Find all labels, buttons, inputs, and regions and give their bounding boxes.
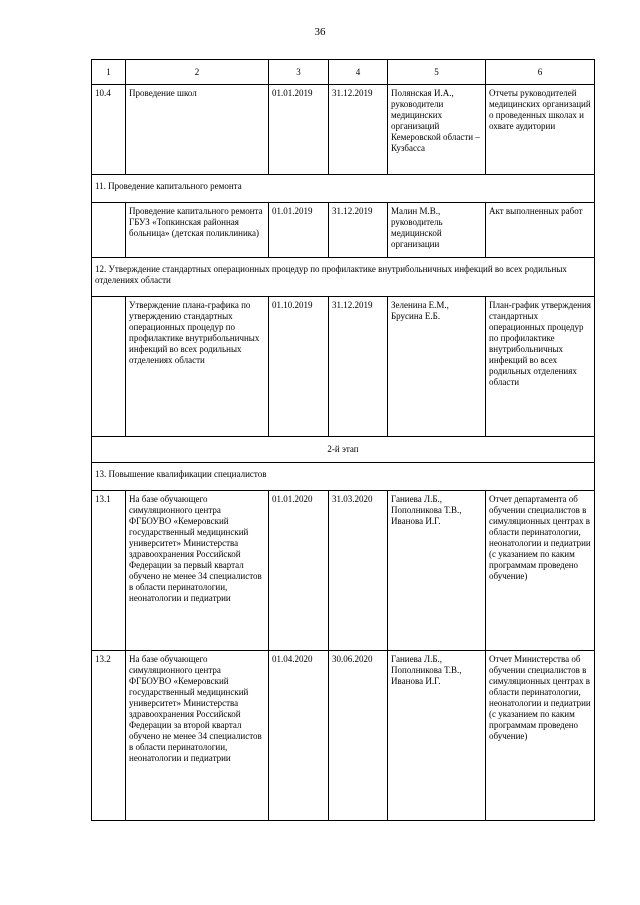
item-number <box>92 203 126 258</box>
item-start-date: 01.04.2020 <box>269 651 329 821</box>
table-row <box>92 85 595 175</box>
item-end-date: 30.06.2020 <box>329 651 388 821</box>
item-responsible: Ганиева Л.Б., Пополникова Т.В., Иванова И.Г. <box>388 491 486 651</box>
item-start-date: 01.01.2020 <box>269 491 329 651</box>
table-row <box>92 203 595 258</box>
item-start-date: 01.10.2019 <box>269 297 329 437</box>
item-action: Проведение капитального ремонта ГБУЗ «Топкинская районная больница» (детская поликлиника) <box>126 203 269 258</box>
item-end-date: 31.12.2019 <box>329 297 388 437</box>
item-responsible: Малин М.В., руководитель медицинской организации <box>388 203 486 258</box>
header-cell: 6 <box>486 60 595 85</box>
item-start-date: 01.01.2019 <box>269 85 329 175</box>
section-row <box>92 463 595 491</box>
plan-table <box>91 59 595 821</box>
table-row <box>92 651 595 821</box>
stage-title: 2-й этап <box>92 437 595 463</box>
item-result: Акт выполненных работ <box>486 203 595 258</box>
item-action: На базе обучающего симуляционного центра ФГБОУВО «Кемеровский государственный медицинский университет» Министерства здравоохранения Российской Федерации за первый квартал обучено не менее 34 специалистов в области перинатологии, неонатологии и педиатрии <box>126 491 269 651</box>
section-row <box>92 258 595 297</box>
item-number: 13.2 <box>92 651 126 821</box>
section-title: 13. Повышение квалификации специалистов <box>92 463 595 491</box>
item-action: Утверждение плана-графика по утверждению стандартных операционных процедур по профилактике внутрибольничных инфекций во всех родильных отделениях области <box>126 297 269 437</box>
item-action: Проведение школ <box>126 85 269 175</box>
section-title: 12. Утверждение стандартных операционных процедур по профилактике внутрибольничных инфекций во всех родильных отделениях области <box>92 258 595 297</box>
item-responsible: Ганиева Л.Б., Пополникова Т.В., Иванова И.Г. <box>388 651 486 821</box>
item-responsible: Полянская И.А., руководители медицинских организаций Кемеровской области – Кузбасса <box>388 85 486 175</box>
item-end-date: 31.12.2019 <box>329 203 388 258</box>
header-cell: 3 <box>269 60 329 85</box>
table-row <box>92 297 595 437</box>
section-row <box>92 175 595 203</box>
item-responsible: Зеленина Е.М., Брусина Е.Б. <box>388 297 486 437</box>
item-end-date: 31.03.2020 <box>329 491 388 651</box>
item-end-date: 31.12.2019 <box>329 85 388 175</box>
item-result: Отчет Министерства об обучении специалистов в симуляционных центрах в области перинатологии, неонатологии и педиатрии (с указанием по каким программам проведено обучение) <box>486 651 595 821</box>
item-start-date: 01.01.2019 <box>269 203 329 258</box>
header-cell: 5 <box>388 60 486 85</box>
page-number: 36 <box>314 26 326 38</box>
section-title: 11. Проведение капитального ремонта <box>92 175 595 203</box>
item-number: 13.1 <box>92 491 126 651</box>
item-action: На базе обучающего симуляционного центра ФГБОУВО «Кемеровский государственный медицинский университет» Министерства здравоохранения Российской Федерации за второй квартал обучено не менее 34 специалистов в области перинатологии, неонатологии и педиатрии <box>126 651 269 821</box>
plan-table-body <box>92 60 595 821</box>
table-row <box>92 491 595 651</box>
table-header-row <box>92 60 595 85</box>
stage-row <box>92 437 595 463</box>
item-number: 10.4 <box>92 85 126 175</box>
header-cell: 4 <box>329 60 388 85</box>
header-cell: 1 <box>92 60 126 85</box>
item-result: Отчеты руководителей медицинских организаций о проведенных школах и охвате аудитории <box>486 85 595 175</box>
item-number <box>92 297 126 437</box>
item-result: План-график утверждения стандартных операционных процедур по профилактике внутрибольничных инфекций во всех родильных отделениях области <box>486 297 595 437</box>
item-result: Отчет департамента об обучении специалистов в симуляционных центрах в области перинатологии, неонатологии и педиатрии (с указанием по каким программам проведено обучение) <box>486 491 595 651</box>
header-cell: 2 <box>126 60 269 85</box>
